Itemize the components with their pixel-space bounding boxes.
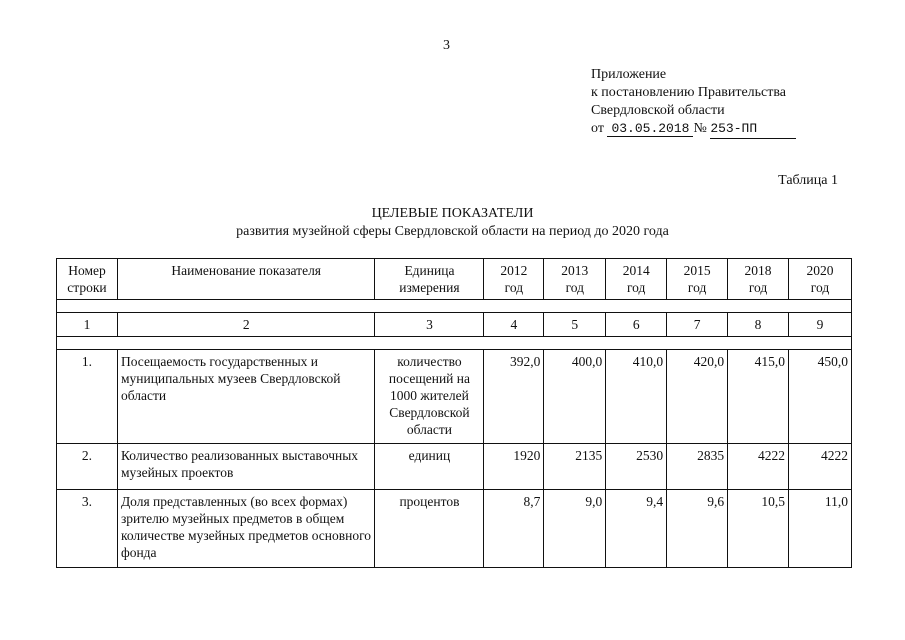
value-cell: 2835: [667, 444, 728, 490]
table-row: [57, 444, 852, 490]
header-year-unit: год: [748, 280, 768, 295]
header-year-unit: год: [504, 280, 524, 295]
header-year-value: 2015: [683, 263, 711, 278]
indicator-name: Доля представленных (во всех формах) зрителю музейных предметов в общем количестве музейных предметов основного фонда: [117, 490, 375, 568]
value-cell: 9,0: [544, 490, 606, 568]
value-cell: 4222: [728, 444, 789, 490]
column-number: 2: [117, 313, 375, 337]
header-year: [544, 259, 606, 300]
from-label: от: [591, 121, 604, 136]
table-row: [57, 490, 852, 568]
decree-date: 03.05.2018: [607, 121, 693, 137]
spacer-cell: [57, 300, 852, 313]
appendix-line-2: к постановлению Правительства: [591, 85, 787, 100]
header-row-number: [57, 259, 118, 300]
header-spacer: [57, 300, 852, 313]
header-year: [606, 259, 667, 300]
column-number: 8: [728, 313, 789, 337]
header-year-value: 2012: [500, 263, 528, 278]
document-title: [0, 205, 905, 241]
appendix-line-1: Приложение: [591, 67, 667, 82]
value-cell: 1920: [484, 444, 544, 490]
value-cell: 9,4: [606, 490, 667, 568]
value-cell: 9,6: [667, 490, 728, 568]
value-cell: 11,0: [789, 490, 852, 568]
column-number: 5: [544, 313, 606, 337]
column-number: 7: [667, 313, 728, 337]
header-unit: [375, 259, 484, 300]
value-cell: 392,0: [484, 350, 544, 444]
header-year-value: 2020: [806, 263, 834, 278]
column-number-spacer: [57, 337, 852, 350]
value-cell: 8,7: [484, 490, 544, 568]
header-row: [57, 259, 852, 300]
row-number: 2.: [57, 444, 118, 490]
indicator-unit: количество посещений на 1000 жителей Свердловской области: [375, 350, 484, 444]
column-number: 4: [484, 313, 544, 337]
column-number: 6: [606, 313, 667, 337]
header-year: [484, 259, 544, 300]
value-cell: 410,0: [606, 350, 667, 444]
header-year-value: 2014: [622, 263, 650, 278]
table-label: Таблица 1: [778, 173, 838, 188]
row-number: 3.: [57, 490, 118, 568]
header-year-unit: год: [687, 280, 707, 295]
value-cell: 2530: [606, 444, 667, 490]
value-cell: 2135: [544, 444, 606, 490]
header-text: Номер: [68, 263, 106, 278]
header-year: [789, 259, 852, 300]
header-text: Единица: [404, 263, 455, 278]
decree-number: 253-ПП: [710, 120, 796, 139]
header-year: [667, 259, 728, 300]
value-cell: 415,0: [728, 350, 789, 444]
title-line-2: развития музейной сферы Свердловской области на период до 2020 года: [236, 224, 669, 239]
column-number: 9: [789, 313, 852, 337]
column-number: 3: [375, 313, 484, 337]
header-year-value: 2013: [561, 263, 589, 278]
number-sign: №: [693, 121, 707, 136]
column-number-row: [57, 313, 852, 337]
spacer-cell: [57, 337, 852, 350]
column-number: 1: [57, 313, 118, 337]
indicator-name: Посещаемость государственных и муниципальных музеев Свердловской области: [117, 350, 375, 444]
title-line-1: ЦЕЛЕВЫЕ ПОКАЗАТЕЛИ: [371, 206, 534, 221]
header-year: [728, 259, 789, 300]
indicator-unit: процентов: [375, 490, 484, 568]
appendix-line-3: Свердловской области: [591, 103, 725, 118]
value-cell: 4222: [789, 444, 852, 490]
page-number: 3: [443, 38, 450, 53]
value-cell: 10,5: [728, 490, 789, 568]
header-year-unit: год: [810, 280, 830, 295]
appendix-date-line: [591, 120, 796, 139]
indicators-table: [56, 258, 852, 568]
indicator-unit: единиц: [375, 444, 484, 490]
value-cell: 400,0: [544, 350, 606, 444]
row-number: 1.: [57, 350, 118, 444]
header-year-unit: год: [626, 280, 646, 295]
header-text: строки: [67, 280, 107, 295]
header-year-unit: год: [565, 280, 584, 295]
table-row: [57, 350, 852, 444]
indicator-name: Количество реализованных выставочных музейных проектов: [117, 444, 375, 490]
value-cell: 450,0: [789, 350, 852, 444]
appendix-block: [591, 66, 796, 139]
header-year-value: 2018: [744, 263, 772, 278]
header-indicator-name: Наименование показателя: [117, 259, 375, 300]
value-cell: 420,0: [667, 350, 728, 444]
header-text: измерения: [399, 280, 460, 295]
